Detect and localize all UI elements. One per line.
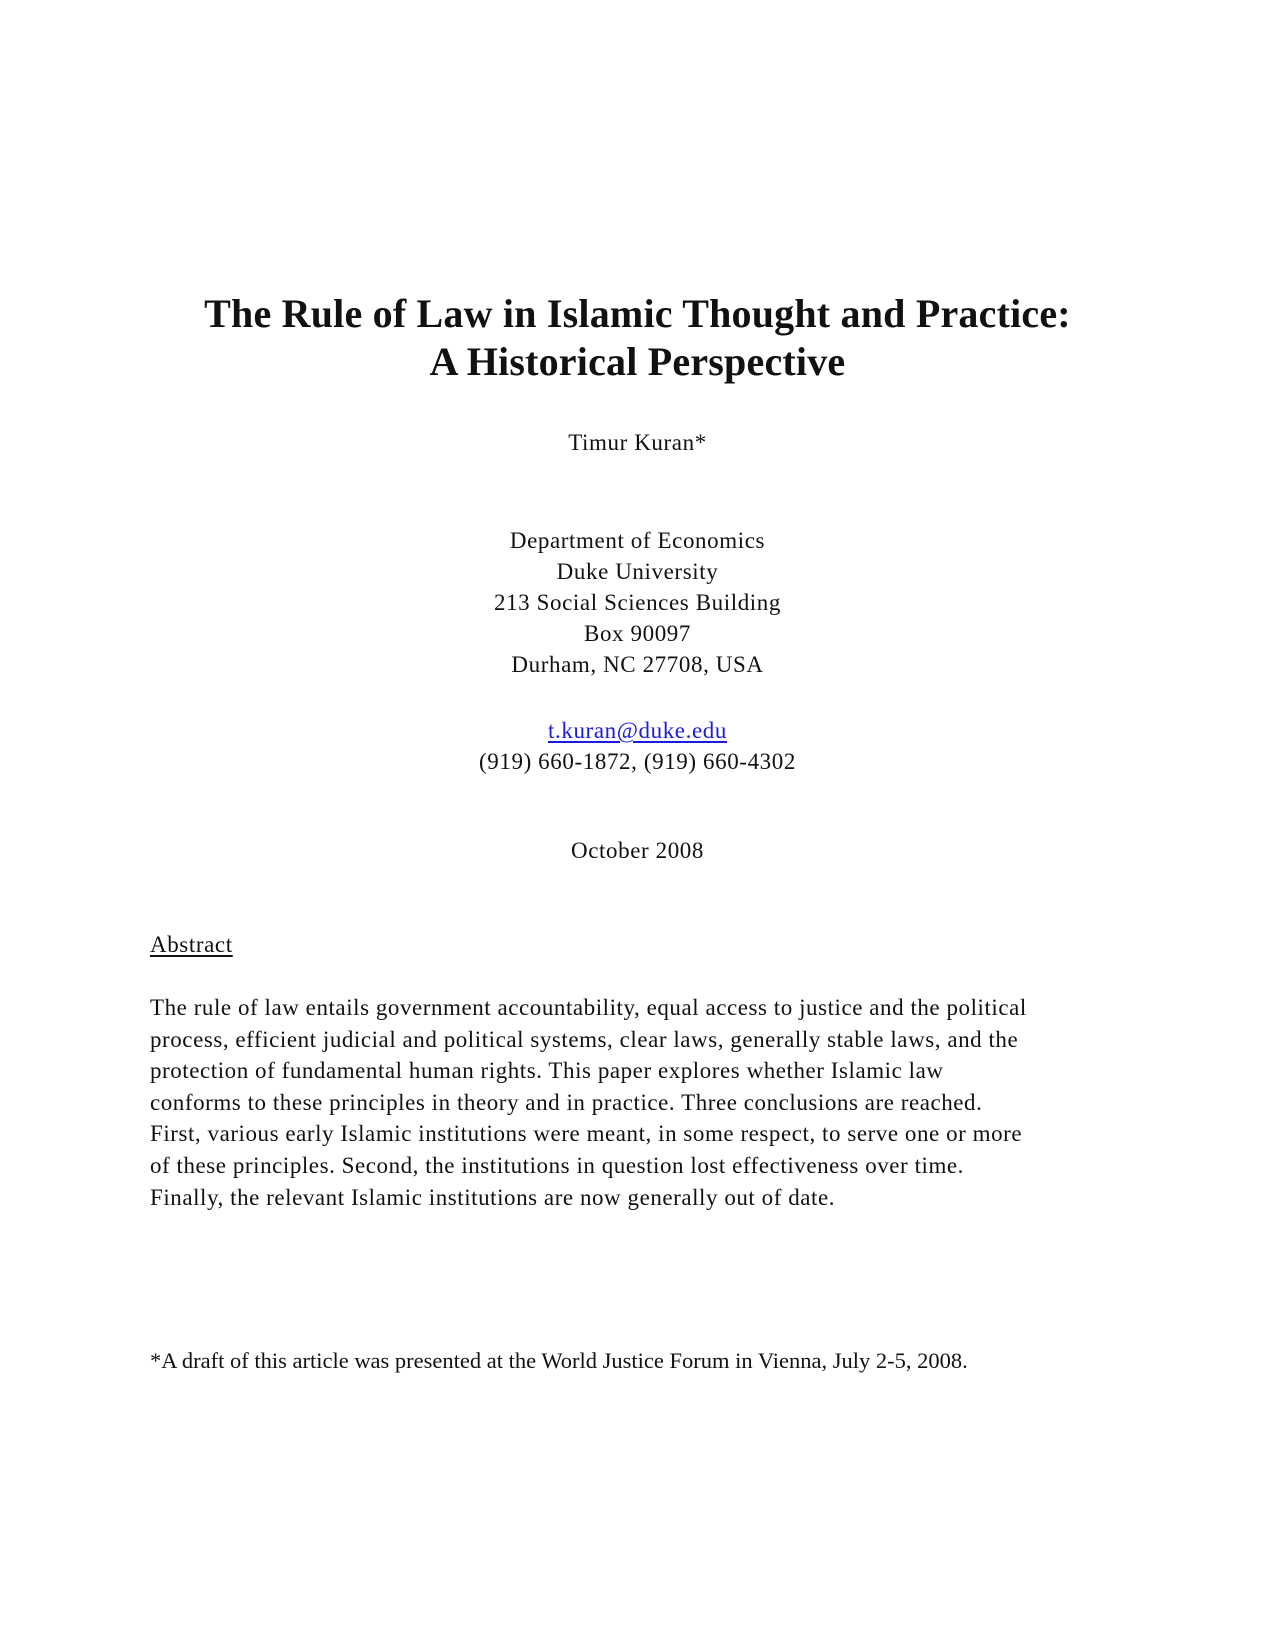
- abstract-text: [150, 992, 1140, 1213]
- abstract-line: The rule of law entails government accountability, equal access to justice and the political: [150, 995, 1027, 1020]
- paper-title-line-1: The Rule of Law in Islamic Thought and Practice:: [204, 291, 1071, 336]
- author-name: Timur Kuran*: [568, 430, 707, 455]
- address-building: 213 Social Sciences Building: [493, 590, 782, 615]
- abstract-line: conforms to these principles in theory and in practice. Three conclusions are reached.: [150, 1089, 983, 1115]
- paper-title: [0, 290, 1275, 386]
- abstract-heading: Abstract: [150, 932, 233, 957]
- address-city: Durham, NC 27708, USA: [511, 652, 764, 677]
- abstract-line: Finally, the relevant Islamic institutions are now generally out of date.: [150, 1184, 836, 1210]
- paper-title-line-2: A Historical Perspective: [429, 339, 846, 384]
- address-department: Department of Economics: [509, 528, 766, 553]
- abstract-line: First, various early Islamic institutions were meant, in some respect, to serve one or more: [150, 1121, 1023, 1147]
- phone-numbers: (919) 660-1872, (919) 660-4302: [479, 749, 796, 774]
- abstract-line: of these principles. Second, the institutions in question lost effectiveness over time.: [150, 1152, 964, 1178]
- author-address: [0, 525, 1275, 680]
- author-contact: [0, 715, 1275, 777]
- address-box: Box 90097: [584, 621, 691, 646]
- publication-date: October 2008: [570, 838, 705, 863]
- email-link[interactable]: t.kuran@duke.edu: [548, 718, 727, 743]
- abstract-line: process, efficient judicial and political systems, clear laws, generally stable laws, and the: [150, 1026, 1019, 1052]
- address-university: Duke University: [556, 559, 719, 584]
- footnote: *A draft of this article was presented at the World Justice Forum in Vienna, July 2-5, 2008.: [150, 1348, 968, 1373]
- abstract-line: protection of fundamental human rights. This paper explores whether Islamic law: [150, 1058, 944, 1084]
